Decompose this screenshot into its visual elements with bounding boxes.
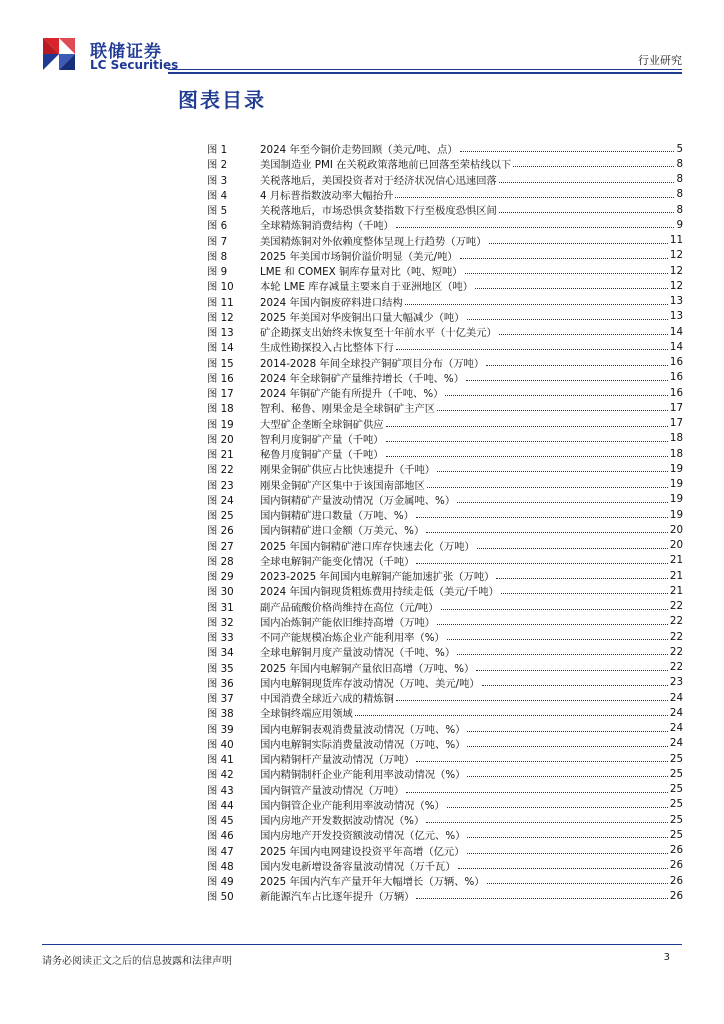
figure-page[interactable]: 26: [669, 859, 683, 872]
toc-entry[interactable]: [207, 888, 683, 903]
toc-entry[interactable]: [207, 339, 683, 354]
lc-securities-logo-icon: [41, 36, 77, 72]
figure-title[interactable]: 秘鲁月度铜矿产量（千吨）: [260, 449, 384, 462]
leader-dots: [396, 227, 675, 228]
figure-number: 图 29: [207, 571, 234, 584]
leader-dots: [467, 837, 667, 838]
figure-title[interactable]: 智利、秘鲁、刚果金是全球铜矿主产区: [260, 403, 436, 416]
figure-title[interactable]: 2025 年美国市场铜价溢价明显（美元/吨）: [260, 250, 458, 263]
header-divider-thick: [168, 72, 682, 74]
figure-number: 图 46: [207, 830, 234, 843]
leader-dots: [499, 182, 675, 183]
figure-number: 图 43: [207, 784, 234, 797]
figure-title[interactable]: 大型矿企垄断全球铜矿供应: [260, 418, 384, 431]
leader-dots: [437, 471, 668, 472]
leader-dots: [467, 746, 667, 747]
figure-title[interactable]: 国内电解铜现货库存波动情况（万吨、美元/吨）: [260, 677, 480, 690]
toc-entry[interactable]: [207, 721, 683, 736]
leader-dots: [437, 624, 668, 625]
figure-page[interactable]: 13: [669, 295, 683, 308]
leader-dots: [426, 822, 668, 823]
leader-dots: [457, 654, 668, 655]
figure-number: 图 47: [207, 845, 234, 858]
figure-page[interactable]: 13: [669, 310, 683, 323]
figure-number: 图 10: [207, 281, 234, 294]
figure-title[interactable]: 国内铜精矿进口金额（万美元、%）: [260, 525, 425, 538]
leader-dots: [445, 395, 667, 396]
figure-title[interactable]: 全球电解铜月度产量波动情况（千吨、%）: [260, 647, 456, 660]
leader-dots: [513, 166, 674, 167]
figure-number: 图 48: [207, 860, 234, 873]
toc-entry[interactable]: [207, 370, 683, 385]
figure-title[interactable]: 矿企勘探支出始终未恢复至十年前水平（十亿美元）: [260, 327, 497, 340]
header-divider: [168, 69, 682, 70]
figure-page[interactable]: 21: [669, 584, 683, 597]
figure-title[interactable]: 美国制造业 PMI 在关税政策落地前已回落至荣枯线以下: [260, 159, 512, 172]
toc-entry[interactable]: [207, 202, 683, 217]
leader-dots: [496, 578, 667, 579]
figure-page[interactable]: 9: [676, 218, 683, 231]
figure-number: 图 32: [207, 616, 234, 629]
leader-dots: [482, 685, 668, 686]
toc-entry[interactable]: [207, 461, 683, 476]
toc-entry[interactable]: [207, 705, 683, 720]
figure-title[interactable]: LME 和 COMEX 铜库存量对比（吨、短吨）: [260, 266, 463, 279]
figure-title[interactable]: 国内精铜制杆企业产能利用率波动情况（%）: [260, 769, 466, 782]
leader-dots: [475, 288, 668, 289]
toc-entry[interactable]: [207, 309, 683, 324]
figure-number: 图 44: [207, 799, 234, 812]
figure-number: 图 27: [207, 540, 234, 553]
figure-page[interactable]: 25: [669, 813, 683, 826]
leader-dots: [467, 853, 668, 854]
toc-entry[interactable]: [207, 416, 683, 431]
figure-title[interactable]: 新能源汽车占比逐年提升（万辆）: [260, 891, 415, 904]
figure-number: 图 39: [207, 723, 234, 736]
toc-entry[interactable]: [207, 431, 683, 446]
figure-number: 图 24: [207, 494, 234, 507]
toc-entry[interactable]: [207, 522, 683, 537]
figure-page[interactable]: 21: [669, 569, 683, 582]
toc-entry[interactable]: [207, 492, 683, 507]
figure-number: 图 41: [207, 754, 234, 767]
figure-title[interactable]: 国内铜精矿产量波动情况（万金属吨、%）: [260, 494, 456, 507]
figure-title[interactable]: 国内铜精矿进口数量（万吨、%）: [260, 510, 414, 523]
figure-title[interactable]: 国内精铜杆产量波动情况（万吨）: [260, 754, 415, 767]
leader-dots: [460, 151, 675, 152]
figure-number: 图 40: [207, 738, 234, 751]
figure-page[interactable]: 23: [669, 676, 683, 689]
figure-list: [207, 141, 683, 904]
toc-entry[interactable]: [207, 507, 683, 522]
figure-page[interactable]: 26: [669, 889, 683, 902]
logo-english-name: LC Securities: [90, 58, 179, 72]
leader-dots: [499, 334, 668, 335]
figure-title[interactable]: 2024 年国内铜现货粗炼费用持续走低（美元/千吨）: [260, 586, 499, 599]
leader-dots: [477, 548, 668, 549]
figure-title[interactable]: 中国消费全球近六成的精炼铜: [260, 693, 394, 706]
toc-entry[interactable]: [207, 446, 683, 461]
toc-entry[interactable]: [207, 675, 683, 690]
figure-page[interactable]: 12: [669, 279, 683, 292]
figure-page[interactable]: 11: [669, 234, 683, 247]
leader-dots: [487, 883, 668, 884]
toc-entry[interactable]: [207, 827, 683, 842]
page-header: [0, 0, 724, 80]
toc-entry[interactable]: [207, 873, 683, 888]
figure-title[interactable]: 国内铜管产量波动情况（万吨）: [260, 784, 405, 797]
leader-dots: [458, 868, 668, 869]
figure-page[interactable]: 12: [669, 264, 683, 277]
figure-number: 图 22: [207, 464, 234, 477]
figure-title[interactable]: 国内冶炼铜产能依旧维持高增（万吨）: [260, 616, 436, 629]
figure-title[interactable]: 4 月标普指数波动率大幅抬升: [260, 189, 394, 202]
figure-number: 图 3: [207, 174, 228, 187]
figure-page[interactable]: 21: [669, 554, 683, 567]
figure-title[interactable]: 2024 年全球铜矿产量维持增长（千吨、%）: [260, 372, 465, 385]
toc-entry[interactable]: [207, 629, 683, 644]
leader-dots: [416, 517, 668, 518]
figure-page[interactable]: 8: [676, 157, 683, 170]
toc-entry[interactable]: [207, 812, 683, 827]
leader-dots: [476, 670, 668, 671]
figure-number: 图 21: [207, 449, 234, 462]
leader-dots: [405, 304, 668, 305]
figure-number: 图 42: [207, 769, 234, 782]
toc-entry[interactable]: [207, 660, 683, 675]
figure-page[interactable]: 16: [669, 371, 683, 384]
figure-number: 图 16: [207, 372, 234, 385]
leader-dots: [499, 212, 675, 213]
figure-page[interactable]: 22: [669, 645, 683, 658]
toc-entry[interactable]: [207, 248, 683, 263]
figure-number: 图 4: [207, 189, 228, 202]
figure-number: 图 7: [207, 235, 228, 248]
leader-dots: [355, 715, 668, 716]
figure-title[interactable]: 2025 年国内电网建设投资平年高增（亿元）: [260, 845, 465, 858]
toc-entry[interactable]: [207, 782, 683, 797]
leader-dots: [396, 349, 668, 350]
toc-entry[interactable]: [207, 477, 683, 492]
figure-title[interactable]: 副产品硫酸价格尚维持在高位（元/吨）: [260, 601, 439, 614]
figure-title[interactable]: 国内铜管企业产能利用率波动情况（%）: [260, 799, 445, 812]
figure-number: 图 25: [207, 510, 234, 523]
figure-number: 图 50: [207, 891, 234, 904]
figure-number: 图 14: [207, 342, 234, 355]
figure-number: 图 11: [207, 296, 234, 309]
figure-number: 图 18: [207, 403, 234, 416]
leader-dots: [447, 639, 668, 640]
figure-number: 图 26: [207, 525, 234, 538]
figure-page[interactable]: 17: [669, 417, 683, 430]
figure-page[interactable]: 22: [669, 600, 683, 613]
figure-title[interactable]: 全球电解铜产能变化情况（千吨）: [260, 555, 415, 568]
figure-number: 图 2: [207, 159, 228, 172]
figure-title[interactable]: 国内发电新增设备容量波动情况（万千瓦）: [260, 860, 456, 873]
figure-number: 图 36: [207, 677, 234, 690]
figure-page[interactable]: 8: [676, 188, 683, 201]
toc-entry[interactable]: [207, 751, 683, 766]
figure-number: 图 5: [207, 205, 228, 218]
toc-entry[interactable]: [207, 278, 683, 293]
leader-dots: [489, 243, 668, 244]
figure-title[interactable]: 国内房地产开发投资额波动情况（亿元、%）: [260, 830, 466, 843]
figure-number: 图 38: [207, 708, 234, 721]
figure-title[interactable]: 关税落地后，市场恐惧贪婪指数下行至极度恐惧区间: [260, 205, 497, 218]
toc-entry[interactable]: [207, 553, 683, 568]
toc-entry[interactable]: [207, 599, 683, 614]
toc-entry[interactable]: [207, 797, 683, 812]
toc-entry[interactable]: [207, 172, 683, 187]
leader-dots: [416, 563, 667, 564]
toc-entry[interactable]: [207, 141, 683, 156]
figure-page[interactable]: 12: [669, 249, 683, 262]
leader-dots: [406, 792, 668, 793]
figure-page[interactable]: 19: [669, 478, 683, 491]
leader-dots: [396, 700, 668, 701]
figure-title[interactable]: 2014-2028 年间全球投产铜矿项目分布（万吨）: [260, 357, 485, 370]
leader-dots: [465, 273, 668, 274]
figure-title[interactable]: 2025 年美国对华废铜出口量大幅减少（吨）: [260, 311, 465, 324]
figure-title[interactable]: 刚果金铜矿产区集中于该国南部地区: [260, 479, 425, 492]
toc-entry[interactable]: [207, 217, 683, 232]
figure-page[interactable]: 26: [669, 844, 683, 857]
figure-page[interactable]: 16: [669, 386, 683, 399]
figure-page[interactable]: 20: [669, 539, 683, 552]
figure-page[interactable]: 24: [669, 737, 683, 750]
figure-number: 图 1: [207, 144, 228, 157]
toc-entry[interactable]: [207, 187, 683, 202]
leader-dots: [441, 609, 668, 610]
page-title: 图表目录: [178, 88, 266, 112]
figure-number: 图 49: [207, 876, 234, 889]
figure-number: 图 23: [207, 479, 234, 492]
figure-title[interactable]: 全球铜终端应用领域: [260, 708, 353, 721]
figure-number: 图 28: [207, 555, 234, 568]
figure-page[interactable]: 5: [676, 142, 683, 155]
toc-entry[interactable]: [207, 766, 683, 781]
figure-page[interactable]: 14: [669, 325, 683, 338]
toc-entry[interactable]: [207, 843, 683, 858]
logo-chinese-name: 联储证券: [90, 42, 162, 62]
leader-dots: [386, 426, 668, 427]
figure-number: 图 37: [207, 693, 234, 706]
toc-entry[interactable]: [207, 294, 683, 309]
toc-entry[interactable]: [207, 233, 683, 248]
figure-number: 图 19: [207, 418, 234, 431]
figure-title[interactable]: 智利月度铜矿产量（千吨）: [260, 433, 384, 446]
figure-number: 图 33: [207, 632, 234, 645]
figure-page[interactable]: 25: [669, 752, 683, 765]
leader-dots: [457, 502, 668, 503]
figure-title[interactable]: 2025 年国内汽车产量开年大幅增长（万辆、%）: [260, 876, 485, 889]
figure-page[interactable]: 18: [669, 447, 683, 460]
figure-page[interactable]: 14: [669, 340, 683, 353]
figure-page[interactable]: 24: [669, 691, 683, 704]
leader-dots: [501, 593, 668, 594]
figure-page[interactable]: 24: [669, 706, 683, 719]
toc-entry[interactable]: [207, 156, 683, 171]
figure-title[interactable]: 2024 年至今铜价走势回顾（美元/吨、点）: [260, 144, 458, 157]
leader-dots: [395, 197, 674, 198]
figure-page[interactable]: 25: [669, 783, 683, 796]
figure-title[interactable]: 本轮 LME 库存减量主要来自于亚洲地区（吨）: [260, 281, 474, 294]
figure-title[interactable]: 生成性勘探投入占比整体下行: [260, 342, 394, 355]
figure-number: 图 17: [207, 388, 234, 401]
toc-entry[interactable]: [207, 355, 683, 370]
leader-dots: [416, 898, 667, 899]
toc-entry[interactable]: [207, 583, 683, 598]
toc-entry[interactable]: [207, 690, 683, 705]
figure-page[interactable]: 8: [676, 203, 683, 216]
figure-title[interactable]: 关税落地后，美国投资者对于经济状况信心迅速回落: [260, 174, 497, 187]
figure-number: 图 34: [207, 647, 234, 660]
figure-number: 图 31: [207, 601, 234, 614]
toc-entry[interactable]: [207, 385, 683, 400]
toc-entry[interactable]: [207, 858, 683, 873]
footer-divider: [42, 944, 682, 945]
figure-number: 图 6: [207, 220, 228, 233]
figure-number: 图 20: [207, 433, 234, 446]
figure-title[interactable]: 2025 年国内铜精矿港口库存快速去化（万吨）: [260, 540, 475, 553]
leader-dots: [467, 731, 667, 732]
report-category: 行业研究: [638, 54, 682, 67]
leader-dots: [427, 487, 668, 488]
leader-dots: [486, 365, 668, 366]
toc-entry[interactable]: [207, 263, 683, 278]
figure-title[interactable]: 国内房地产开发数据波动情况（%）: [260, 815, 425, 828]
figure-page[interactable]: 19: [669, 508, 683, 521]
figure-title[interactable]: 2024 年铜矿产能有所提升（千吨、%）: [260, 388, 444, 401]
leader-dots: [426, 532, 668, 533]
leader-dots: [467, 319, 668, 320]
figure-title[interactable]: 2023-2025 年间国内电解铜产能加速扩张（万吨）: [260, 571, 495, 584]
toc-entry[interactable]: [207, 644, 683, 659]
figure-title[interactable]: 刚果金铜矿供应占比快速提升（千吨）: [260, 464, 436, 477]
figure-title[interactable]: 2025 年国内电解铜产量依旧高增（万吨、%）: [260, 662, 475, 675]
page-number: 3: [663, 952, 670, 963]
figure-page[interactable]: 22: [669, 615, 683, 628]
leader-dots: [416, 761, 667, 762]
figure-page[interactable]: 20: [669, 523, 683, 536]
leader-dots: [437, 410, 668, 411]
figure-number: 图 13: [207, 327, 234, 340]
figure-title[interactable]: 国内电解铜实际消费量波动情况（万吨、%）: [260, 738, 466, 751]
figure-number: 图 15: [207, 357, 234, 370]
toc-entry[interactable]: [207, 614, 683, 629]
figure-page[interactable]: 19: [669, 462, 683, 475]
toc-entry[interactable]: [207, 400, 683, 415]
toc-entry[interactable]: [207, 736, 683, 751]
figure-page[interactable]: 18: [669, 432, 683, 445]
figure-page[interactable]: 26: [669, 874, 683, 887]
figure-title[interactable]: 全球精炼铜消费结构（千吨）: [260, 220, 394, 233]
figure-number: 图 8: [207, 250, 228, 263]
figure-number: 图 35: [207, 662, 234, 675]
figure-page[interactable]: 25: [669, 767, 683, 780]
figure-number: 图 12: [207, 311, 234, 324]
leader-dots: [386, 441, 668, 442]
figure-page[interactable]: 8: [676, 173, 683, 186]
figure-page[interactable]: 19: [669, 493, 683, 506]
figure-page[interactable]: 17: [669, 401, 683, 414]
figure-page[interactable]: 24: [669, 722, 683, 735]
figure-title[interactable]: 国内电解铜表观消费量波动情况（万吨、%）: [260, 723, 466, 736]
leader-dots: [447, 807, 668, 808]
toc-entry[interactable]: [207, 538, 683, 553]
figure-title[interactable]: 2024 年国内铜废碎料进口结构: [260, 296, 403, 309]
figure-page[interactable]: 22: [669, 661, 683, 674]
figure-number: 图 45: [207, 815, 234, 828]
leader-dots: [466, 380, 668, 381]
figure-page[interactable]: 22: [669, 630, 683, 643]
toc-entry[interactable]: [207, 324, 683, 339]
figure-page[interactable]: 25: [669, 798, 683, 811]
footer-disclaimer: 请务必阅读正文之后的信息披露和法律声明: [42, 956, 232, 967]
figure-number: 图 9: [207, 266, 228, 279]
leader-dots: [467, 776, 667, 777]
figure-page[interactable]: 25: [669, 828, 683, 841]
leader-dots: [386, 456, 668, 457]
figure-page[interactable]: 16: [669, 356, 683, 369]
figure-title[interactable]: 不同产能规模冶炼企业产能利用率（%）: [260, 632, 445, 645]
figure-number: 图 30: [207, 586, 234, 599]
figure-title[interactable]: 美国精炼铜对外依赖度整体呈现上行趋势（万吨）: [260, 235, 487, 248]
leader-dots: [460, 258, 668, 259]
toc-entry[interactable]: [207, 568, 683, 583]
